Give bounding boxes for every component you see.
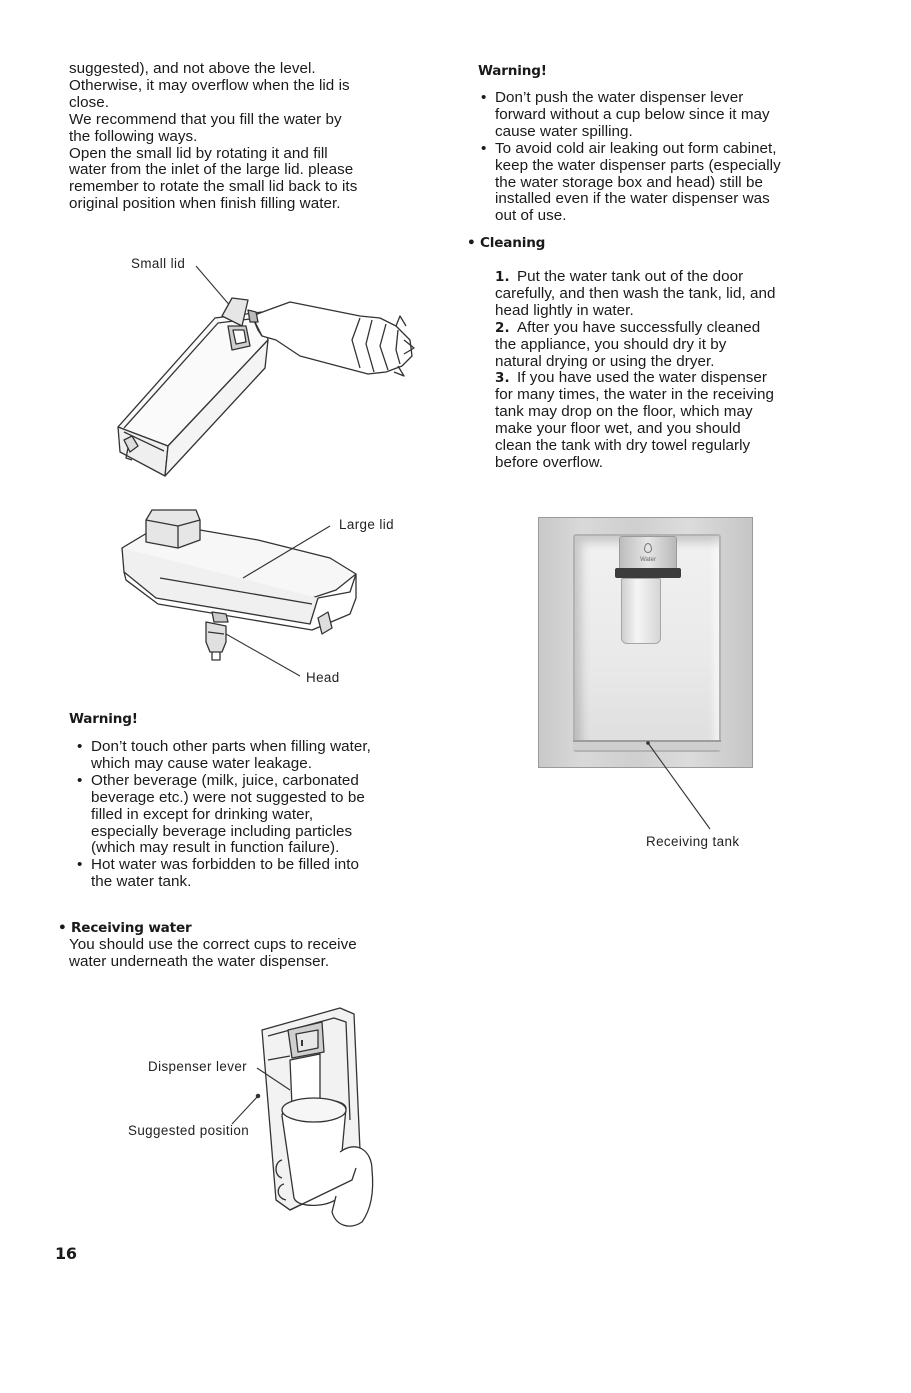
intro-line: remember to rotate the small lid back to its bbox=[69, 178, 358, 196]
left-warning-title: Warning! bbox=[69, 711, 138, 727]
intro-line: suggested), and not above the level. bbox=[69, 60, 316, 77]
list-item: • To avoid cold air leaking out form cabinet, keep the water dispenser parts (especially the water storage box and head) still be installed even if the water dispenser was out of use. bbox=[495, 141, 781, 226]
receiving-water-paragraph: You should use the correct cups to receive water underneath the water dispenser. bbox=[69, 936, 357, 970]
receiving-water-heading: • Receiving water bbox=[58, 920, 192, 936]
cleaning-heading: • Cleaning bbox=[467, 235, 546, 251]
list-item: • Other beverage (milk, juice, carbonated beverage etc.) were not suggested to be filled in except for drinking water, especially beverage including particles (which may result in function failure). bbox=[91, 773, 371, 858]
water-badge-text: Water bbox=[640, 557, 656, 563]
intro-line: Open the small lid by rotating it and fill bbox=[69, 144, 328, 162]
page-number: 16 bbox=[55, 1244, 77, 1263]
cleaning-title: Cleaning bbox=[480, 235, 546, 251]
small-lid-label: Small lid bbox=[131, 256, 186, 271]
list-item: • Don’t touch other parts when filling water, which may cause water leakage. bbox=[91, 739, 371, 773]
intro-line: original position when finish filling water. bbox=[69, 195, 341, 213]
list-item: • Hot water was forbidden to be filled into the water tank. bbox=[91, 857, 371, 891]
suggested-position-label: Suggested position bbox=[128, 1123, 250, 1138]
dispenser-lever-label: Dispenser lever bbox=[148, 1059, 248, 1074]
large-lid-label: Large lid bbox=[339, 517, 394, 532]
receiving-tank-label: Receiving tank bbox=[646, 834, 740, 849]
cleaning-step: 2. After you have successfully cleaned the appliance, you should dry it by natural drying or using the dryer. bbox=[495, 318, 761, 370]
intro-line: water from the inlet of the large lid. please bbox=[69, 161, 354, 179]
intro-line: the following ways. bbox=[69, 127, 198, 145]
head-label: Head bbox=[306, 670, 340, 685]
list-item: • Don’t push the water dispenser lever forward without a cup below since it may cause water spilling. bbox=[495, 90, 781, 141]
intro-line: Otherwise, it may overflow when the lid is bbox=[69, 76, 350, 94]
intro-line: close. bbox=[69, 93, 109, 111]
receiving-water-title: Receiving water bbox=[71, 920, 192, 936]
intro-line: We recommend that you fill the water by bbox=[69, 110, 342, 128]
right-warning-title: Warning! bbox=[478, 63, 547, 79]
cleaning-step: 3. If you have used the water dispenser for many times, the water in the receiving tank may drop on the floor, which may make your floor wet, and you should clean the tank with dry towel regularly before overflow. bbox=[495, 369, 774, 471]
cleaning-step: 1. Put the water tank out of the door carefully, and then wash the tank, lid, and head lightly in water. bbox=[495, 268, 776, 319]
